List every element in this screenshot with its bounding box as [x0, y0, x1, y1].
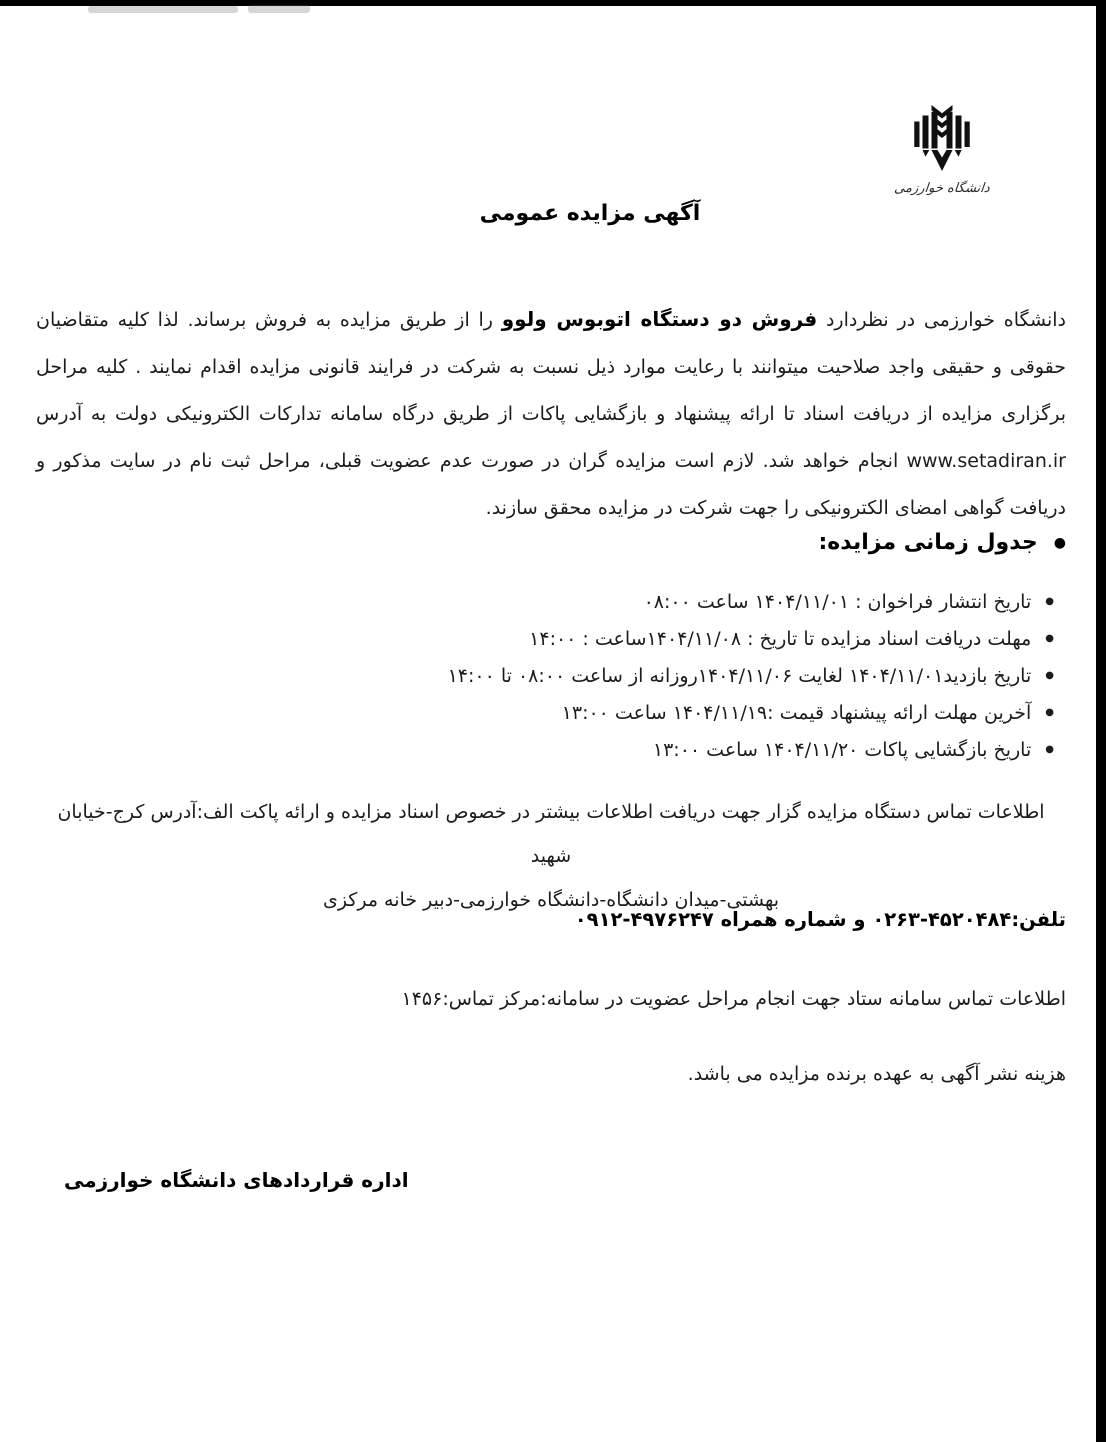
- bullet-icon: ●: [1045, 706, 1054, 718]
- scan-smudge: [248, 5, 310, 13]
- scan-smudge: [88, 6, 238, 13]
- bullet-icon: ●: [1045, 595, 1054, 607]
- schedule-item-text: تاریخ انتشار فراخوان : ۱۴۰۴/۱۱/۰۱ ساعت ۰۸:۰۰: [643, 590, 1032, 613]
- university-logo: [890, 102, 994, 196]
- intro-paragraph: [36, 296, 1066, 532]
- mobile-number: ۰۹۱۲-۴۹۷۶۲۴۷: [574, 908, 714, 931]
- signature-line: اداره قراردادهای دانشگاه خوارزمی: [64, 1168, 409, 1192]
- schedule-item: [448, 620, 1054, 657]
- contact-paragraph: [36, 790, 1066, 922]
- schedule-item-text: تاریخ بازدید۱۴۰۴/۱۱/۰۱ لغایت ۱۴۰۴/۱۱/۰۶روزانه از ساعت ۰۸:۰۰ تا ۱۴:۰۰: [447, 664, 1032, 687]
- schedule-heading: [818, 530, 1066, 555]
- intro-auction-subject: فروش دو دستگاه اتوبوس ولوو: [501, 307, 818, 331]
- telephone-number: ۰۲۶۳-۴۵۲۰۴۸۴: [872, 908, 1012, 931]
- schedule-list: [448, 583, 1054, 768]
- schedule-heading-label: جدول زمانی مزایده:: [818, 530, 1038, 555]
- intro-text-start: دانشگاه خوارزمی در نظردارد: [817, 309, 1066, 331]
- schedule-item: [448, 657, 1054, 694]
- schedule-item: [448, 583, 1054, 620]
- schedule-item: [448, 694, 1054, 731]
- contact-line-1: اطلاعات تماس دستگاه مزایده گزار جهت دریافت اطلاعات بیشتر در خصوص اسناد مزایده و ارائه پاکت الف:آدرس کرج-خیابان شهید: [57, 801, 1045, 867]
- university-emblem-icon: [907, 102, 977, 174]
- bullet-icon: ●: [1045, 669, 1054, 681]
- bullet-icon: ●: [1053, 534, 1066, 551]
- setad-contact-line: اطلاعات تماس سامانه ستاد جهت انجام مراحل عضویت در سامانه:مرکز تماس:۱۴۵۶: [401, 988, 1066, 1010]
- bullet-icon: ●: [1045, 743, 1054, 755]
- schedule-item-text: تاریخ بازگشایی پاکات ۱۴۰۴/۱۱/۲۰ ساعت ۱۳:۰۰: [652, 738, 1032, 761]
- intro-text-rest: را از طریق مزایده به فروش برساند. لذا کلیه متقاضیان حقوقی و حقیقی واجد صلاحیت میتوانند با رعایت موارد ذیل نسبت به شرکت در فرایند قانونی مزایده اقدام نمایند . کلیه مراحل برگزاری مزایده از دریافت اسناد تا ارائه پیشنهاد و بازگشایی پاکات از طریق درگاه سامانه تدارکات الکترونیکی دولت به آدرس www.setadiran.ir انجام خواهد شد. لازم است مزایده گران در صورت عدم عضویت قبلی، مراحل ثبت نام در سایت مذکور و دریافت گواهی امضای الکترونیکی را جهت شرکت در مزایده محقق سازند.: [36, 309, 1066, 519]
- contact-line-2: بهشتی-میدان دانشگاه-دانشگاه خوارزمی-دبیر خانه مرکزی: [322, 889, 780, 911]
- schedule-item-text: آخرین مهلت ارائه پیشنهاد قیمت :۱۴۰۴/۱۱/۱۹ ساعت ۱۳:۰۰: [561, 701, 1032, 724]
- schedule-item: [448, 731, 1054, 768]
- phone-connector-text: و شماره همراه: [713, 908, 873, 931]
- publish-cost-line: هزینه نشر آگهی به عهده برنده مزایده می باشد.: [687, 1063, 1066, 1085]
- bullet-icon: ●: [1045, 632, 1054, 644]
- phone-label: تلفن:: [1011, 908, 1066, 931]
- logo-caption: دانشگاه خوارزمی: [893, 181, 991, 196]
- phone-line: [575, 908, 1066, 931]
- schedule-item-text: مهلت دریافت اسناد مزایده تا تاریخ : ۱۴۰۴/۱۱/۰۸ساعت : ۱۴:۰۰: [529, 627, 1032, 650]
- page-title: آگهی مزایده عمومی: [479, 201, 701, 226]
